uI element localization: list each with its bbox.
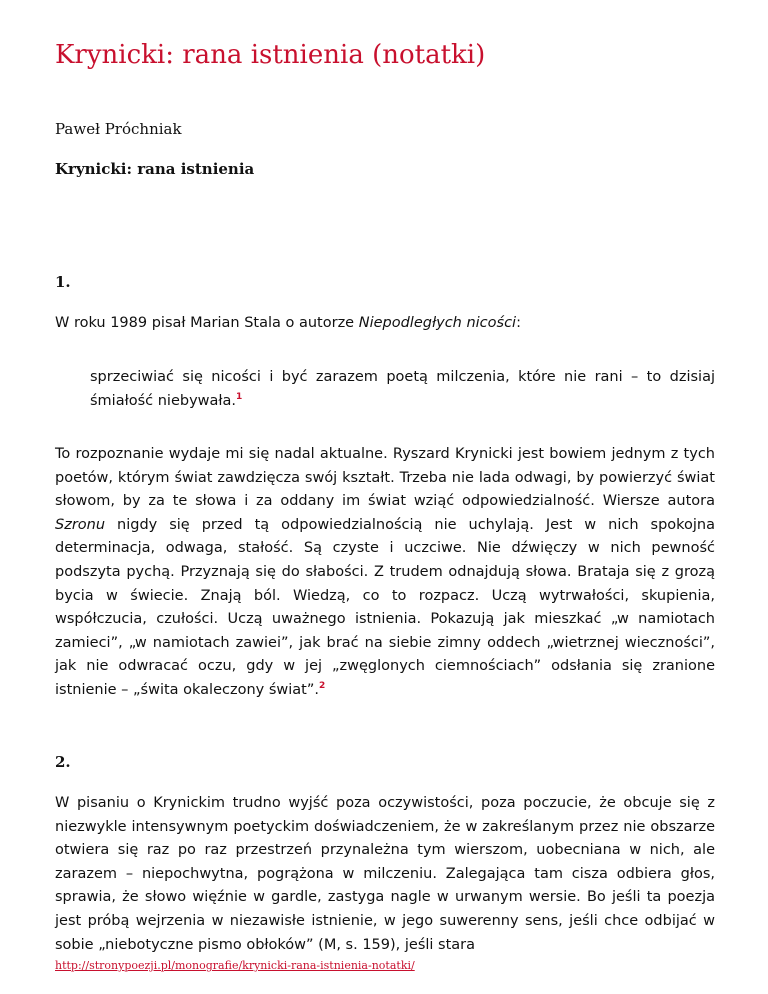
- book-title-italic-szronu: Szronu: [55, 516, 106, 533]
- quote-text: sprzeciwiać się nicości i być zarazem poetą milczenia, które nie rani – to dzisiaj śmiałość niebywała.: [90, 369, 715, 409]
- section-1-paragraph: [55, 443, 715, 703]
- section-2-heading: 2.: [55, 753, 71, 771]
- book-title-italic: Niepodległych nicości: [358, 315, 517, 331]
- author-name: Paweł Próchniak: [55, 120, 182, 138]
- subtitle: Krynicki: rana istnienia: [55, 160, 255, 178]
- paragraph-text-b: nigdy się przed tą odpowiedzialnością nie uchylają. Jest w nich spokojna determinacja, odwaga, stałość. Są czyste i uczciwe. Nie dźwięczy w nich pewność podszyta pychą. Przyznają się do słabości. Z trudem odnajdują słowa. Brataja się z grozą bycia w świecie. Znają ból. Wiedzą, co to rozpacz. Uczą wytrwałości, skupienia, współczucia, czułości. Uczą uważnego istnienia. Pokazują jak mieszkać „w namiotach zamieci”, „w namiotach zawiei”, jak brać na siebie zimny oddech „wietrznej wieczności”, jak nie odwracać oczu, gdy w jej „zwęglonych ciemnościach” odsłania się zranione istnienie – „świta okaleczony świat”.: [55, 516, 715, 698]
- intro-text: W roku 1989 pisał Marian Stala o autorze: [55, 315, 359, 331]
- page-title: Krynicki: rana istnienia (notatki): [55, 40, 486, 70]
- footnote-ref-1[interactable]: 1: [236, 391, 243, 402]
- section-1-intro: [55, 312, 715, 336]
- section-1-heading: 1.: [55, 273, 71, 291]
- paragraph-text-a: To rozpoznanie wydaje mi się nadal aktualne. Ryszard Krynicki jest bowiem jednym z tych poetów, którym świat zawdzięcza swój kształt. Trzeba nie lada odwagi, by powierzyć świat słowom, by za te słowa i za oddany im świat wziąć odpowiedzialność. Wiersze autora: [55, 446, 715, 510]
- source-url-link[interactable]: http://stronypoezji.pl/monografie/krynicki-rana-istnienia-notatki/: [55, 959, 415, 972]
- intro-colon: :: [516, 315, 521, 331]
- footnote-ref-2[interactable]: 2: [318, 681, 326, 692]
- section-2-paragraph: W pisaniu o Krynickim trudno wyjść poza oczywistości, poza poczucie, że obcuje się z niezwykle intensywnym poetyckim doświadczeniem, że w zakreślanym przez nie obszarze otwiera się raz po raz przestrzeń przynależna tym wierszom, uobecniana w nich, ale zarazem – niepochwytna, pogrążona w milczeniu. Zalegająca tam cisza odbiera głos, sprawia, że słowo więźnie w gardle, zastyga nagle w urwanym wersie. Bo jeśli ta poezja jest próbą wejrzenia w niezawisłe istnienie, w jego suwerenny sens, jeśli chce odbijać w sobie „niebotyczne pismo obłoków” (M, s. 159), jeśli stara: [55, 795, 715, 953]
- block-quote: [90, 366, 715, 413]
